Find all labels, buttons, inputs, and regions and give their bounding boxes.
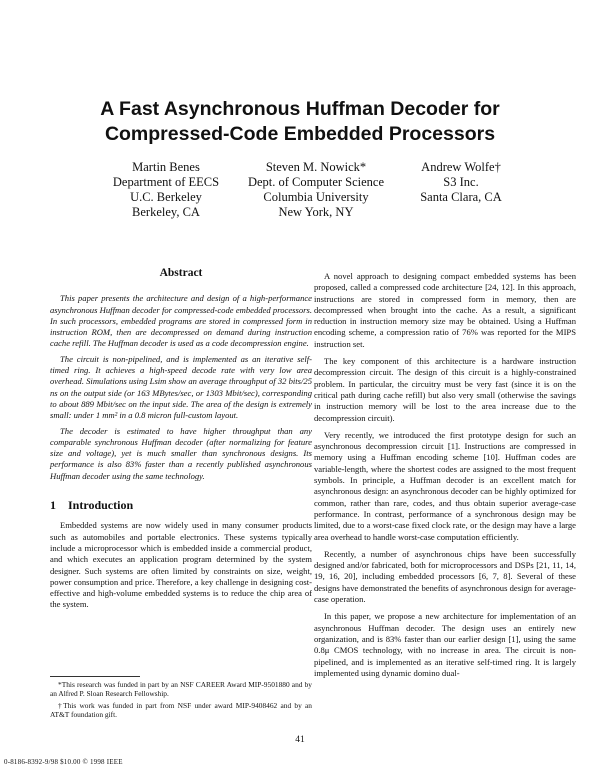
title-line: A Fast Asynchronous Huffman Decoder for bbox=[100, 98, 500, 120]
footnote: *This research was funded in part by an NSF CAREER Award MIP-9501880 and by an Alfred P. Sloan Research Fellowship. bbox=[50, 680, 312, 699]
abstract-heading: Abstract bbox=[159, 267, 203, 279]
body-paragraph: In this paper, we propose a new architecture for implementation of an asynchronous Huffman decoder. The design uses an entirely new organization, and is 83% faster than our earlier design [1], using the same 0.8μ CMOS technology, with no increase in area. The circuit is non-pipelined, and is implemented as an iterative self-timed ring. It is largely implemented using dynamic domino dual- bbox=[314, 611, 576, 678]
title-line: Compressed-Code Embedded Processors bbox=[104, 123, 496, 145]
author-block bbox=[0, 160, 600, 250]
author-affiliation: Columbia University bbox=[263, 190, 369, 204]
section-heading-introduction bbox=[50, 500, 312, 511]
author-name: Steven M. Nowick* bbox=[265, 160, 367, 174]
abstract-paragraph: This paper presents the architecture and design of a high-performance asynchronous Huffman decoder for compressed-code embedded processors. In such processors, embedded programs are stored in compressed form in instruction ROM, then are decompressed on demand during instruction cache refill. The Huffman decoder is used as a code decompression engine. bbox=[50, 293, 312, 349]
body-paragraph: A novel approach to designing compact embedded systems has been proposed, called a compressed code architecture [24, 12]. In this approach, instructions are stored in compressed form in memory, then are decompressed when brought into the cache. As a result, a significant reduction in instruction memory size may be obtained. Using a Huffman encoding scheme, a compression ratio of 76% was reported for the MIPS instruction set. bbox=[314, 271, 576, 349]
left-column bbox=[50, 268, 312, 616]
author-affiliation: U.C. Berkeley bbox=[130, 190, 202, 204]
author-affiliation: Department of EECS bbox=[112, 175, 220, 189]
body-paragraph: Very recently, we introduced the first prototype design for such an asynchronous decompression circuit [1]. Instructions are compressed in memory using a Huffman encoding scheme [10]. Huffman codes are variable-length, where the shortest codes are assigned to the most frequent symbols. In principle, a Huffman decoder is an excellent match for asynchronous design: an asynchronous decoder can be highly optimized for common, rather than rare, codes, and thus obtain superior average-case performance. In contrast, performance of a synchronous design may be limited, due to a worst-case fixed clock rate, or the design may have a large area overhead to handle worst-case computation efficiently. bbox=[314, 429, 576, 542]
author-nowick bbox=[236, 160, 396, 220]
author-affiliation: Dept. of Computer Science bbox=[247, 175, 385, 189]
body-paragraph: The key component of this architecture is a hardware instruction decompression circuit. The design of this circuit is a highly-constrained problem. In particular, the circuitry must be very fast (since it is on the critical path during cache refill) but also very small (otherwise the savings in instruction memory will be lost to the area increase due to the decompression circuit). bbox=[314, 356, 576, 423]
publication-info: 0-8186-8392-9/98 $10.00 © 1998 IEEE bbox=[4, 758, 123, 766]
abstract-paragraph: The decoder is estimated to have higher throughput than any comparable synchronous Huffman decoder (after normalizing for feature size and voltage), yet is much smaller than synchronous designs. Its performance is also 83% faster than a recently published asynchronous Huffman decoder using the same technology. bbox=[50, 425, 312, 481]
author-affiliation: Santa Clara, CA bbox=[420, 190, 502, 204]
footnote-rule bbox=[50, 676, 140, 677]
body-paragraph: Recently, a number of asynchronous chips have been successfully designed and/or fabricated, both for microprocessors and DSPs [21, 11, 14, 19, 16, 20], including embedded processors [6, 7, 8]. Several of these designs have demonstrated the benefits of asynchronous design for average-case operation. bbox=[314, 548, 576, 605]
footnote: †This work was funded in part from NSF under award MIP-9408462 and by an AT&T foundation gift. bbox=[50, 700, 312, 720]
author-name: Martin Benes bbox=[132, 160, 200, 174]
paper-title bbox=[60, 97, 540, 147]
page-number: 41 bbox=[295, 735, 305, 745]
right-column bbox=[314, 271, 576, 685]
body-paragraph: Embedded systems are now widely used in many consumer products such as automobiles and portable electronics. These systems typically include a microprocessor which is embedded inside a commercial product, and which executes an application program determined by the system designer. Such systems are often limited by constraints on size, weight, power consumption and price. Therefore, a key challenge in designing cost-effective and high-volume embedded systems is to reduce the chip area of the system. bbox=[50, 520, 312, 610]
section-number: 1 bbox=[50, 498, 56, 513]
author-affiliation: S3 Inc. bbox=[443, 175, 479, 189]
abstract-paragraph: The circuit is non-pipelined, and is implemented as an iterative self-timed ring. It achieves a high-speed decode rate with very low area overhead. Simulations using Lsim show an average throughput of 32 bits/25 ns on the output side (or 163 MBytes/sec, or 1303 Mbit/sec), corresponding to about 889 Mbit/sec on the input side. The area of the design is extremely small: under 1 mm² in a 0.8 micron full-custom layout. bbox=[50, 353, 312, 421]
abstract-body bbox=[50, 293, 312, 482]
author-affiliation: Berkeley, CA bbox=[132, 205, 200, 219]
section-title: Introduction bbox=[68, 498, 134, 513]
author-name: Andrew Wolfe† bbox=[421, 160, 501, 174]
author-affiliation: New York, NY bbox=[278, 205, 354, 219]
author-wolfe bbox=[396, 160, 526, 205]
author-benes bbox=[96, 160, 236, 220]
footnotes bbox=[50, 676, 312, 722]
